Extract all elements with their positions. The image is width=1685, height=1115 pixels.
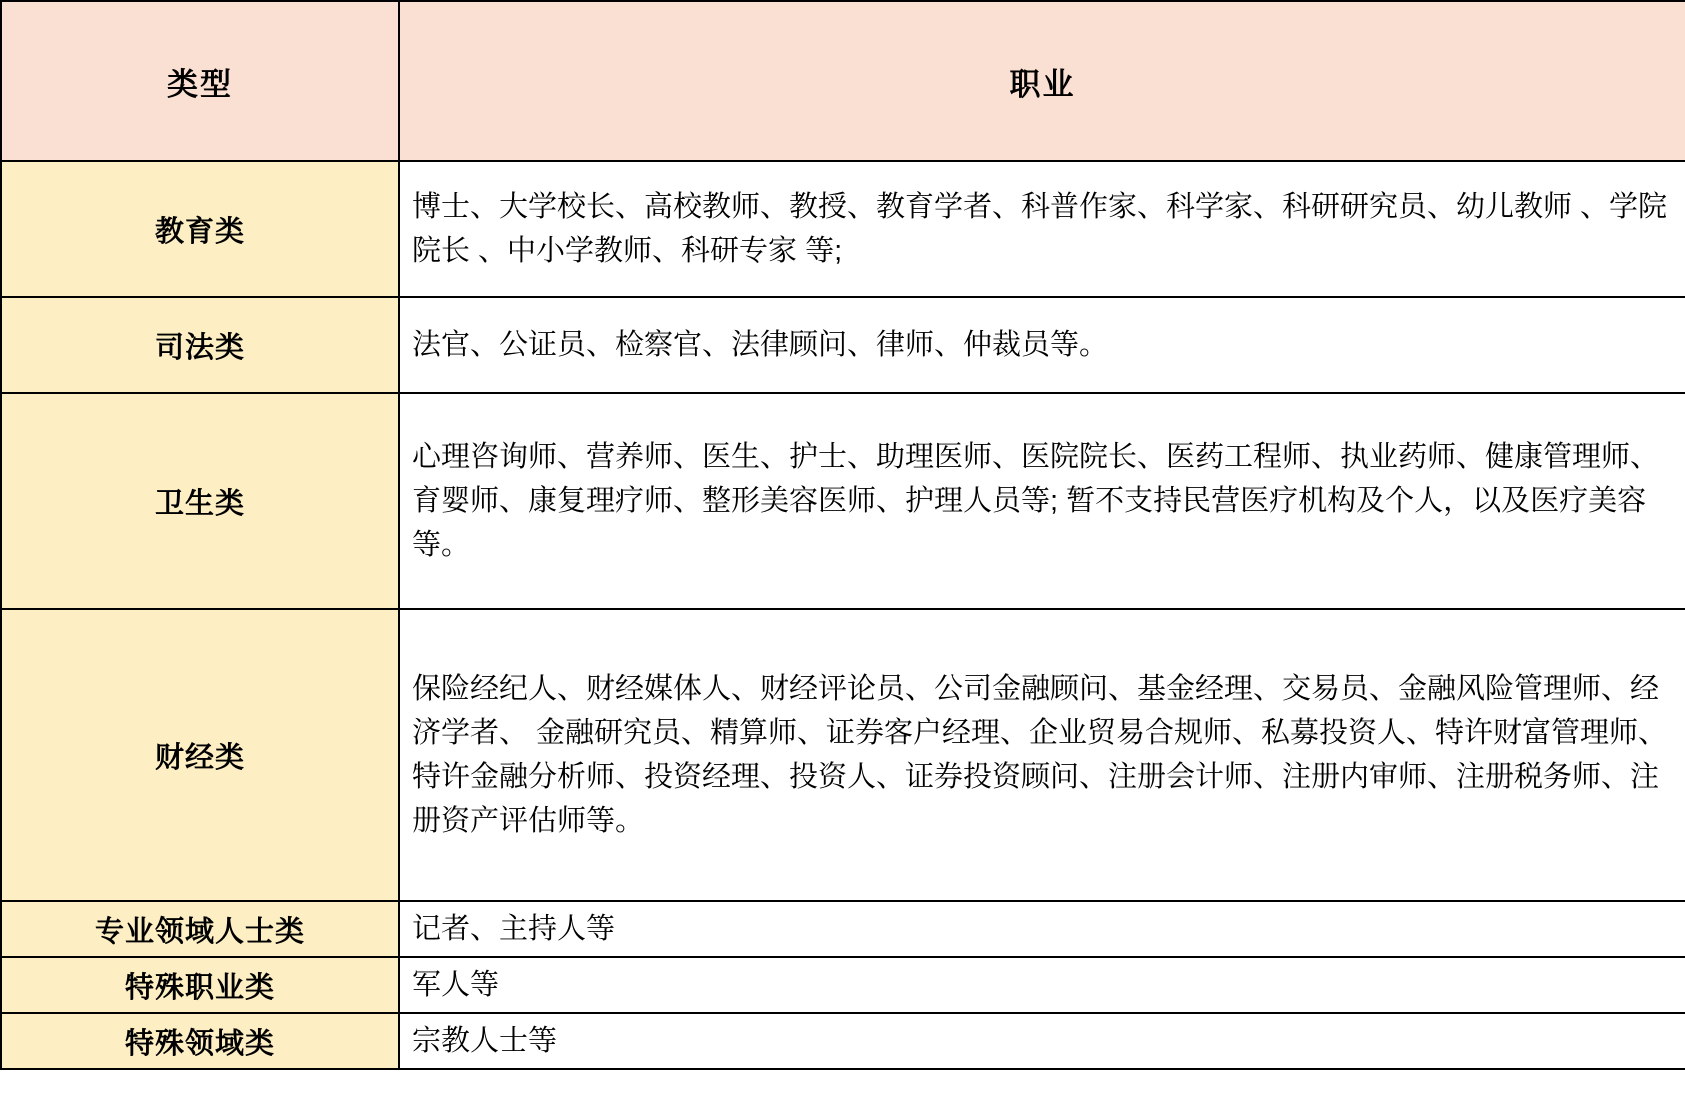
row-type-finance: 财经类: [1, 609, 399, 901]
table-row: [1, 901, 1685, 957]
row-occupation-finance: 保险经纪人、财经媒体人、财经评论员、公司金融顾问、基金经理、交易员、金融风险管理师、经济学者、 金融研究员、精算师、证券客户经理、企业贸易合规师、私募投资人、特许财富管理师、特许金融分析师、投资经理、投资人、证券投资顾问、注册会计师、注册内审师、注册税务师、注册资产评估师等。: [399, 609, 1685, 901]
row-occupation-education: 博士、大学校长、高校教师、教授、教育学者、科普作家、科学家、科研研究员、幼儿教师 、学院院长 、中小学教师、科研专家 等;: [399, 161, 1685, 297]
table-row: [1, 1013, 1685, 1069]
table-row: [1, 957, 1685, 1013]
table-header-row: [1, 1, 1685, 161]
table-row: [1, 393, 1685, 609]
row-occupation-special-occupation: 军人等: [399, 957, 1685, 1013]
column-header-type: 类型: [1, 1, 399, 161]
row-occupation-judicial: 法官、公证员、检察官、法律顾问、律师、仲裁员等。: [399, 297, 1685, 393]
row-type-judicial: 司法类: [1, 297, 399, 393]
column-header-occupation: 职业: [399, 1, 1685, 161]
table-row: [1, 297, 1685, 393]
table-row: [1, 161, 1685, 297]
row-occupation-health: 心理咨询师、营养师、医生、护士、助理医师、医院院长、医药工程师、执业药师、健康管理师、育婴师、康复理疗师、整形美容医师、护理人员等; 暂不支持民营医疗机构及个人，以及医疗美容等。: [399, 393, 1685, 609]
row-type-special-occupation: 特殊职业类: [1, 957, 399, 1013]
row-type-special-field: 特殊领域类: [1, 1013, 399, 1069]
row-occupation-professional: 记者、主持人等: [399, 901, 1685, 957]
row-occupation-special-field: 宗教人士等: [399, 1013, 1685, 1069]
row-type-education: 教育类: [1, 161, 399, 297]
row-type-professional: 专业领域人士类: [1, 901, 399, 957]
row-type-health: 卫生类: [1, 393, 399, 609]
table-body: [1, 161, 1685, 1069]
table-header: [1, 1, 1685, 161]
table-row: [1, 609, 1685, 901]
